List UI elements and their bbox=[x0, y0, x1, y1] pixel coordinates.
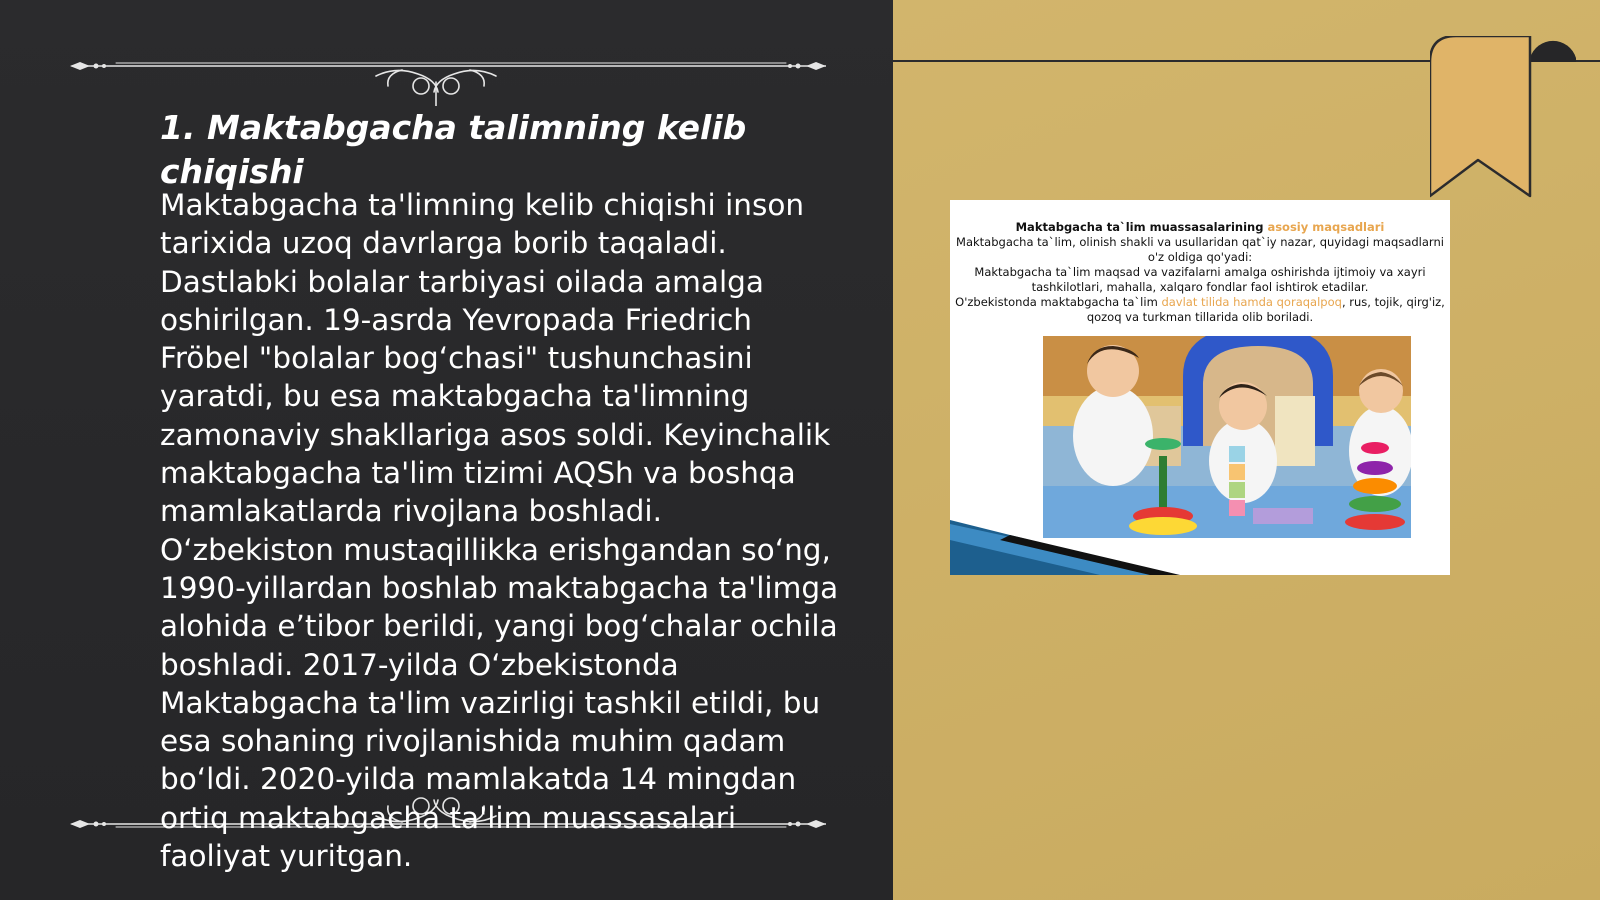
card-line-3: O'zbekistonda maktabgacha ta`lim davlat tilida hamda qoraqalpoq, rus, tojik, qirg'iz, qozoq va turkman tillarida olib boriladi. bbox=[955, 295, 1445, 324]
kindergarten-image-card bbox=[950, 200, 1450, 575]
children-playing-photo bbox=[1043, 336, 1411, 538]
decorative-flourish-top bbox=[66, 46, 826, 106]
card-line-1: Maktabgacha ta`lim, olinish shakli va usullaridan qat`iy nazar, quyidagi maqsadlarni o'z oldiga qo'yadi: bbox=[956, 235, 1444, 264]
slide-body-text: Maktabgacha ta'limning kelib chiqishi inson tarixida uzoq davrlarga borib taqaladi. Dastlabki bolalar tarbiyasi oilada amalga oshirilgan. 19-asrda Yevropada Friedrich Fröbel "bolalar bogʻchasi" tushunchasini yaratdi, bu esa maktabgacha ta'limning zamonaviy shakllariga asos soldi. Keyinchalik maktabgacha ta'lim tizimi AQSh va boshqa mamlakatlarda rivojlana boshladi. Oʻzbekiston mustaqillikka erishgandan soʻng, 1990-yillardan boshlab maktabgacha ta'limga alohida eʼtibor berildi, yangi bogʻchalar ochila boshladi. 2017-yilda Oʻzbekistonda Maktabgacha ta'lim vazirligi tashkil etildi, bu esa sohaning rivojlanishida muhim qadam boʻldi. 2020-yilda mamlakatda 14 mingdan ortiq maktabgacha ta'lim muassasalari faoliyat yuritgan. bbox=[160, 188, 839, 874]
card-heading-highlight: asosiy maqsadlari bbox=[1267, 220, 1385, 234]
card-line-2: Maktabgacha ta`lim maqsad va vazifalarni amalga oshirishda ijtimoiy va xayri tashkilotlari, mahalla, xalqaro fondlar faol ishtirok etadilar. bbox=[974, 265, 1426, 294]
bookmark-ribbon-icon bbox=[1430, 36, 1600, 206]
slide-title: 1. Maktabgacha talimning kelib chiqishi bbox=[160, 108, 747, 191]
card-caption bbox=[950, 220, 1450, 325]
card-heading: Maktabgacha ta`lim muassasalarining asosiy maqsadlari bbox=[1015, 220, 1385, 234]
